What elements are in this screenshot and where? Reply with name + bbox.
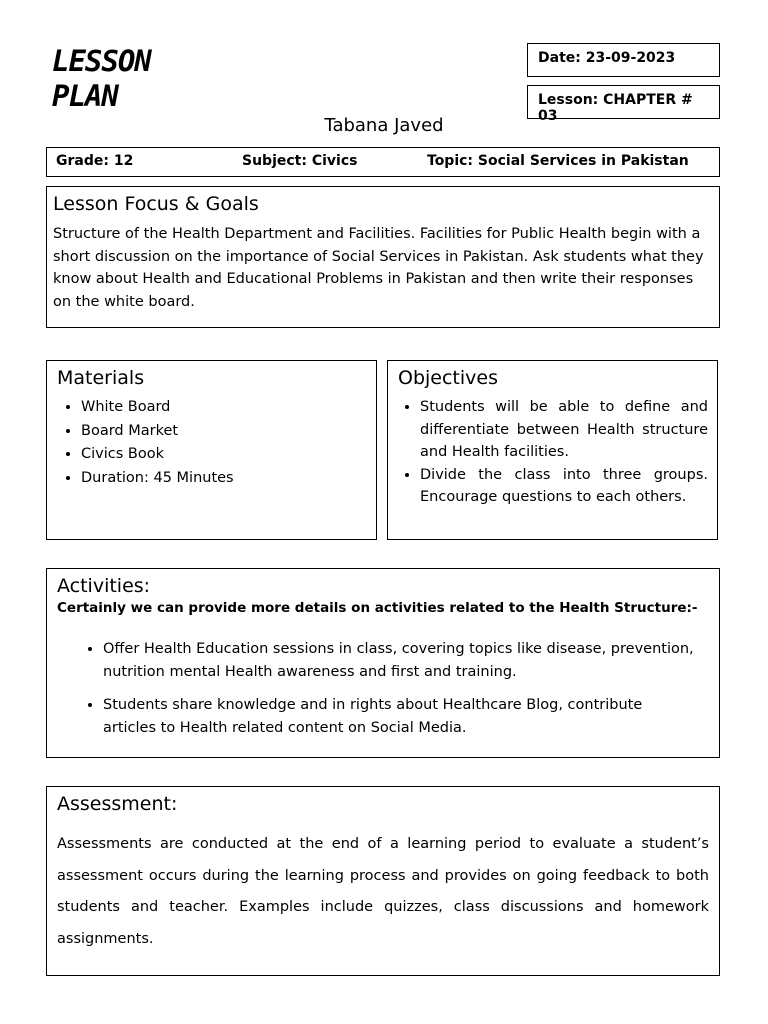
lesson-box [527, 85, 720, 124]
materials-heading: Materials [57, 367, 145, 389]
list-item: • Duration: 45 Minutes [81, 467, 366, 491]
list-item: • Students will be able to define and differentiate between Health structure and Health facilities. [420, 396, 708, 464]
focus-section [46, 186, 720, 328]
focus-body: Structure of the Health Department and Facilities. Facilities for Public Health begin with a short discussion on the importance of Social Services in Pakistan. Ask students what they know about Health and Educational Problems in Pakistan and then write their responses on the white board. [53, 226, 704, 310]
focus-heading: Lesson Focus & Goals [53, 193, 259, 215]
activities-list [57, 638, 709, 739]
objectives-list [398, 396, 708, 509]
objectives-heading: Objectives [398, 367, 498, 389]
grade-text: Grade: 12 [56, 153, 134, 169]
list-item: • Civics Book [81, 443, 366, 467]
assessment-body: Assessments are conducted at the end of a learning period to evaluate a student’s assessment occurs during the learning process and provides on going feedback to both students and teacher. Examples include quizzes, class discussions and homework assignments. [57, 836, 709, 947]
list-item: • White Board [81, 396, 366, 420]
lesson-text: Lesson: CHAPTER # 03 [538, 92, 693, 124]
list-item: • Students share knowledge and in rights about Healthcare Blog, contribute articles to Health related content on Social Media. [103, 694, 699, 739]
activities-heading: Activities: [57, 575, 151, 597]
activities-intro: Certainly we can provide more details on activities related to the Health Structure:- [57, 600, 698, 616]
title-line-2: PLAN [52, 79, 118, 113]
assessment-section [46, 786, 720, 976]
list-item: • Divide the class into three groups. Encourage questions to each others. [420, 464, 708, 509]
activities-section [46, 568, 720, 758]
assessment-heading: Assessment: [57, 793, 178, 815]
title-line-1: LESSON [52, 44, 151, 78]
materials-list [57, 396, 366, 490]
objectives-section [387, 360, 718, 540]
lesson-plan-title [52, 44, 151, 114]
date-text: Date: 23-09-2023 [538, 50, 676, 66]
subject-text: Subject: Civics [242, 153, 358, 169]
list-item: • Board Market [81, 420, 366, 444]
grade-subject-topic-bar [46, 147, 720, 177]
list-item: • Offer Health Education sessions in class, covering topics like disease, prevention, nutrition mental Health awareness and first and training. [103, 638, 699, 683]
materials-section [46, 360, 377, 540]
teacher-name: Tabana Javed [324, 115, 444, 136]
topic-text: Topic: Social Services in Pakistan [427, 153, 689, 169]
date-box [527, 43, 720, 77]
